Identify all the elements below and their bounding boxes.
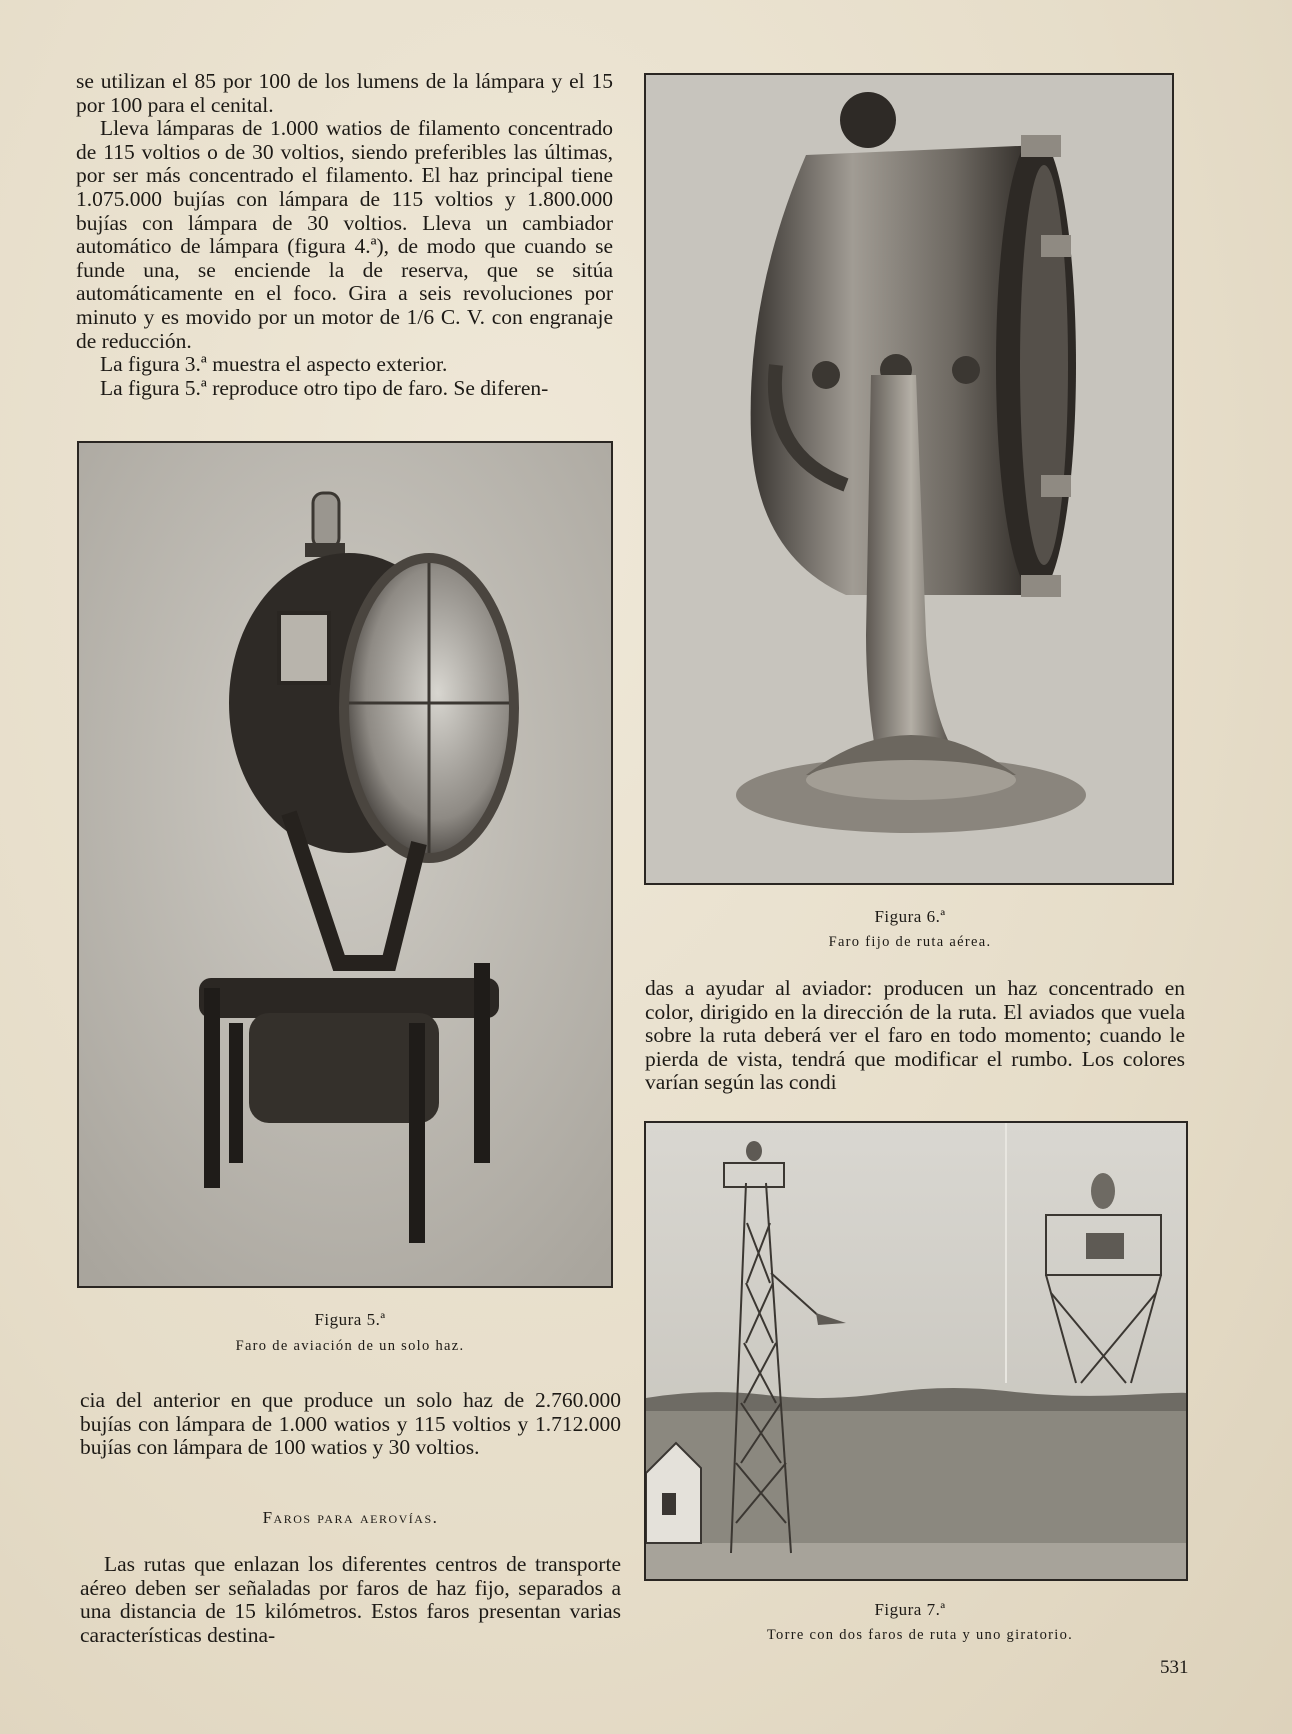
figure7-title: Figura 7.ª (874, 1600, 946, 1619)
beacon-tower-illustration (646, 1123, 1186, 1579)
figure7-photo (644, 1121, 1188, 1581)
paragraph: La figura 3.ª muestra el aspecto exterior. (100, 352, 448, 377)
figure6-title: Figura 6.ª (874, 907, 946, 926)
paragraph: cia del anterior en que produce un solo haz de 2.760.000 bujías con lámpara de 1.000 watios y 115 voltios y 1.712.000 bujías con lámpara de 100 watios y 30 voltios. (80, 1388, 621, 1460)
paragraph: se utilizan el 85 por 100 de los lumens de la lámpara y el 15 por 100 para el cenital. (76, 69, 613, 117)
searchlight-illustration (79, 443, 611, 1286)
figure5-caption: Faro de aviación de un solo haz. (235, 1338, 465, 1354)
paragraph: das a ayudar al aviador: producen un haz concentrado en color, dirigido en la dirección de la ruta. El aviados que vuela sobre la ruta deberá ver el faro en todo momento; cuando le pierda de vista, tendrá que modificar el rumbo. Los colores varían según las condi (645, 976, 1185, 1095)
col1-last-text (80, 1553, 621, 1647)
page-number: 531 (1160, 1657, 1189, 1678)
col2-middle-text (645, 977, 1185, 1095)
section-heading: Faros para aerovías. (262, 1508, 439, 1527)
figure6-photo (644, 73, 1174, 885)
fixed-beacon-illustration (646, 75, 1172, 883)
figure6-caption: Faro fijo de ruta aérea. (828, 934, 992, 950)
paragraph: Las rutas que enlazan los diferentes centros de transporte aéreo deben ser señaladas por faros de haz fijo, separados a una distancia de 15 kilómetros. Estos faros presentan varias características destina- (80, 1552, 621, 1647)
figure5-photo (77, 441, 613, 1288)
paragraph: La figura 5.ª reproduce otro tipo de faro. Se diferen- (100, 375, 549, 400)
figure5-title: Figura 5.ª (314, 1310, 386, 1329)
col1-top-text (76, 70, 613, 400)
figure7-caption: Torre con dos faros de ruta y uno giratorio. (766, 1627, 1074, 1643)
paragraph: Lleva lámparas de 1.000 watios de filamento concentrado de 115 voltios o de 30 voltios, siendo preferibles las últimas, por ser más concentrado el filamento. El haz principal tiene 1.075.000 bujías con lámpara de 115 voltios y 1.800.000 bujías con lámpara de 30 voltios. Lleva un cambiador automático de lámpara (figura 4.ª), de modo que cuando se funde una, se enciende la de reserva, que se sitúa automáticamente en el foco. Gira a seis revoluciones por minuto y es movido por un motor de 1/6 C. V. con engranaje de reducción. (76, 116, 613, 353)
col1-bottom-text (80, 1389, 621, 1460)
